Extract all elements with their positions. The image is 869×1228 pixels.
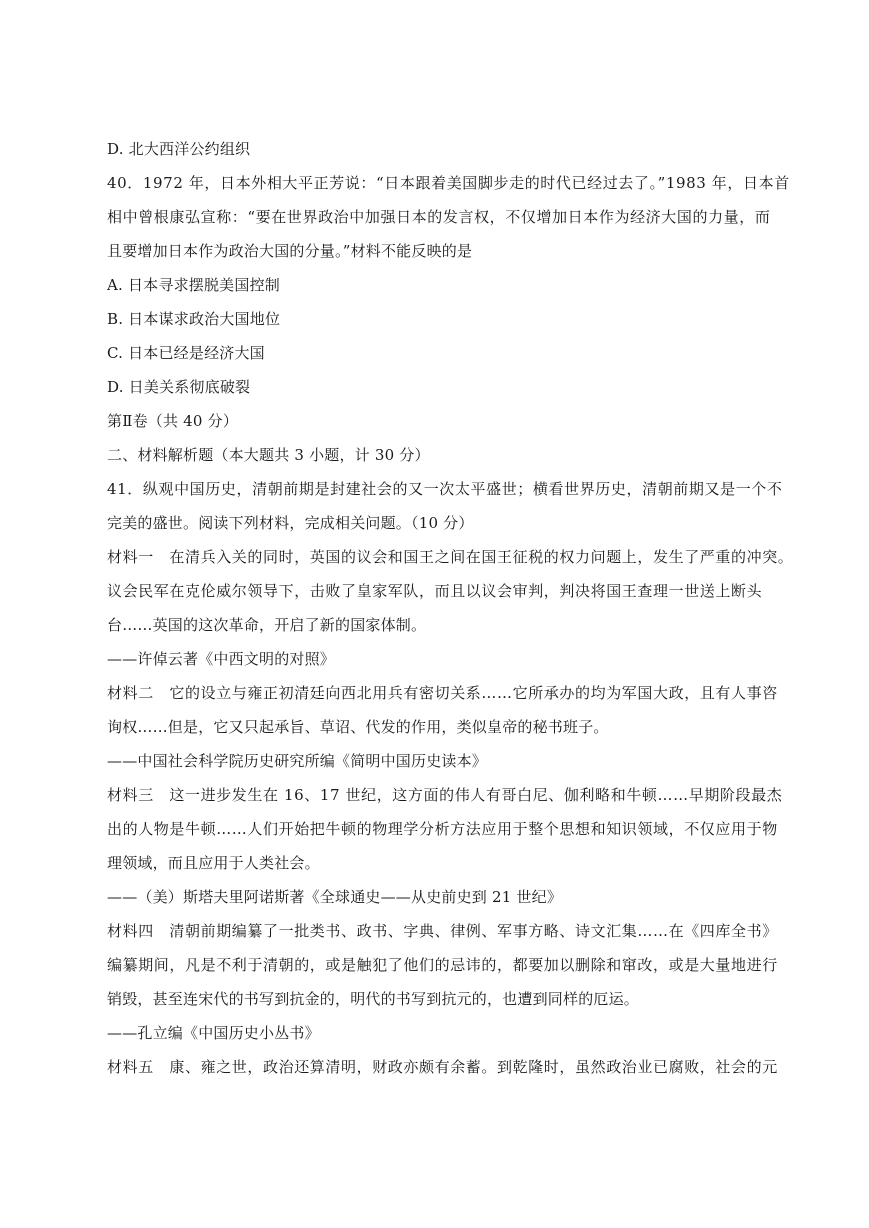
section-heading-part-2: 第Ⅱ卷（共 40 分） [107,412,239,430]
material-2-source: ——中国社会科学院历史研究所编《简明中国历史读本》 [107,752,488,770]
question-40-line-2: 相中曾根康弘宣称：“要在世界政治中加强日本的发言权，不仅增加日本作为经济大国的力量，而 [107,208,771,226]
material-3-line-3: 理领域，而且应用于人类社会。 [107,854,320,872]
question-40-line-3: 且要增加日本作为政治大国的分量。”材料不能反映的是 [107,242,473,260]
option-a-q40: A. 日本寻求摆脱美国控制 [107,276,280,294]
material-2-line-1: 材料二 它的设立与雍正初清廷向西北用兵有密切关系……它所承办的均为军国大政，且有人事咨 [107,684,778,702]
section-heading-material-analysis: 二、材料解析题（本大题共 3 小题，计 30 分） [107,446,430,464]
material-1-line-3: 台……英国的这次革命，开启了新的国家体制。 [107,616,427,634]
material-4-source: ——孔立编《中国历史小丛书》 [107,1024,320,1042]
material-3-source: ——（美）斯塔夫里阿诺斯著《全球通史——从史前史到 21 世纪》 [107,888,563,906]
option-d-q39: D. 北大西洋公约组织 [107,140,251,158]
option-b-q40: B. 日本谋求政治大国地位 [107,310,281,328]
option-d-q40: D. 日美关系彻底破裂 [107,378,251,396]
question-40-line-1: 40．1972 年，日本外相大平正芳说：“日本跟着美国脚步走的时代已经过去了。”1983 年，日本首 [107,174,790,192]
material-2-line-2: 询权……但是，它又只起承旨、草诏、代发的作用，类似皇帝的秘书班子。 [107,718,609,736]
material-4-line-1: 材料四 清朝前期编纂了一批类书、政书、字典、律例、军事方略、诗文汇集……在《四库全书》 [107,922,778,940]
material-1-source: ——许倬云著《中西文明的对照》 [107,650,336,668]
material-3-line-2: 出的人物是牛顿……人们开始把牛顿的物理学分析方法应用于整个思想和知识领域，不仅应用于物 [107,820,778,838]
question-41-line-2: 完美的盛世。阅读下列材料，完成相关问题。（10 分） [107,514,474,532]
material-4-line-2: 编纂期间，凡是不利于清朝的，或是触犯了他们的忌讳的，都要加以删除和窜改，或是大量地进行 [107,956,778,974]
material-1-line-2: 议会民军在克伦威尔领导下，击败了皇家军队，而且以议会审判，判决将国王查理一世送上断头 [107,582,763,600]
option-c-q40: C. 日本已经是经济大国 [107,344,265,362]
material-4-line-3: 销毁，甚至连宋代的书写到抗金的，明代的书写到抗元的，也遭到同样的厄运。 [107,990,640,1008]
material-3-line-1: 材料三 这一进步发生在 16、17 世纪，这方面的伟人有哥白尼、伽利略和牛顿……早期阶段最杰 [107,786,783,804]
question-41-line-1: 41．纵观中国历史，清朝前期是封建社会的又一次太平盛世；横看世界历史，清朝前期又是一个不 [107,480,783,498]
material-1-line-1: 材料一 在清兵入关的同时，英国的议会和国王之间在国王征税的权力问题上，发生了严重的冲突。 [107,548,794,566]
material-5-line-1: 材料五 康、雍之世，政治还算清明，财政亦颇有余蓄。到乾隆时，虽然政治业已腐败，社会的元 [107,1058,778,1076]
